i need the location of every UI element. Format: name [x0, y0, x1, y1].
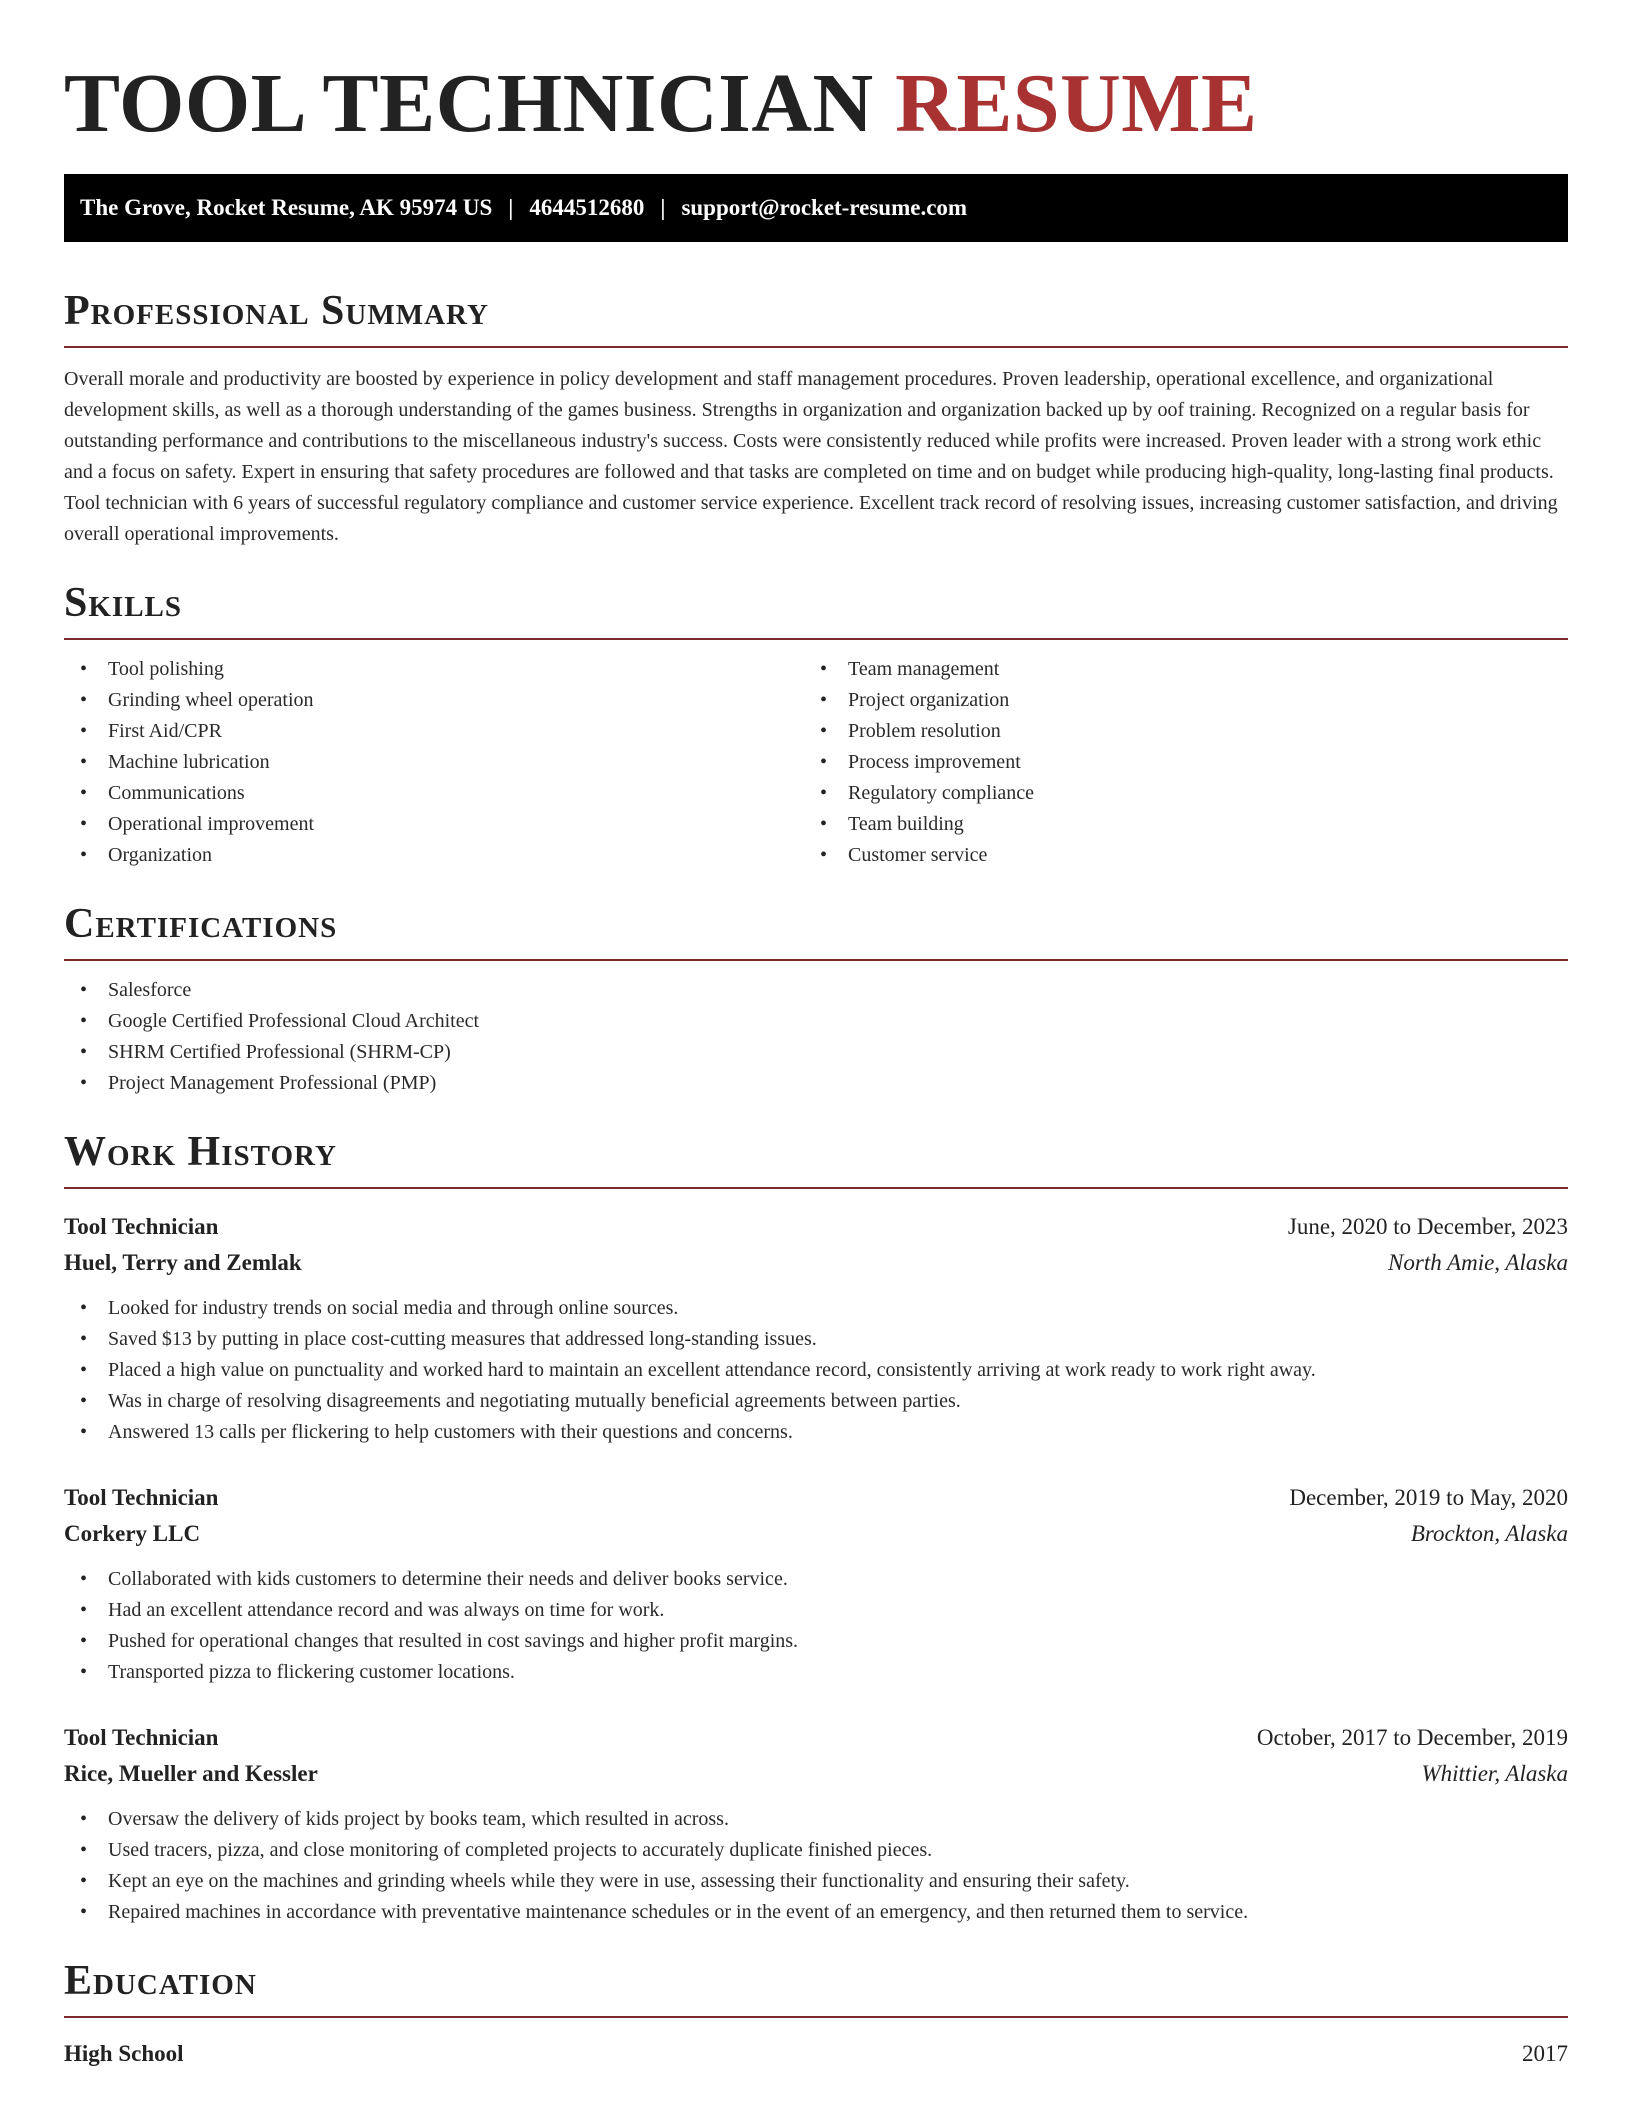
job-header-row [64, 1480, 1568, 1516]
skills-section [64, 578, 1568, 871]
job-dates: December, 2019 to May, 2020 [1289, 1485, 1568, 1510]
job-location: Brockton, Alaska [1410, 1521, 1568, 1546]
job-title: Tool Technician [64, 1725, 219, 1750]
skill-item: • Team management [804, 654, 1544, 685]
skill-item: • Tool polishing [64, 654, 804, 685]
certifications-list [64, 975, 1568, 1099]
education-heading: Education [64, 1958, 257, 2004]
job-duties-list [64, 1804, 1568, 1928]
job-duty: • Was in charge of resolving disagreements and negotiating mutually beneficial agreements between parties. [64, 1386, 1568, 1417]
certifications-heading: Certifications [64, 901, 338, 947]
job-company: Rice, Mueller and Kessler [64, 1761, 318, 1786]
summary-section [64, 286, 1568, 550]
title-main: TOOL TECHNICIAN [64, 57, 874, 150]
title-accent: RESUME [895, 57, 1258, 150]
skill-item: • Organization [64, 840, 804, 871]
skill-item: • Communications [64, 778, 804, 809]
education-year: 2017 [1522, 2041, 1568, 2066]
certifications-section [64, 899, 1568, 1099]
job-header-row [64, 1209, 1568, 1245]
skill-item: • Operational improvement [64, 809, 804, 840]
skill-item: • Team building [804, 809, 1544, 840]
education-level: High School [64, 2041, 184, 2066]
job-duty: • Used tracers, pizza, and close monitoring of completed projects to accurately duplicate finished pieces. [64, 1835, 1568, 1866]
skill-item: • Process improvement [804, 747, 1544, 778]
section-divider [64, 959, 1568, 961]
job-duty: • Repaired machines in accordance with preventative maintenance schedules or in the event of an emergency, and then returned them to service. [64, 1897, 1568, 1928]
contact-phone: 4644512680 [529, 195, 645, 220]
job-duty: • Answered 13 calls per flickering to help customers with their questions and concerns. [64, 1417, 1568, 1448]
job-header-row [64, 1720, 1568, 1756]
skill-item: • Regulatory compliance [804, 778, 1544, 809]
skill-item: • Project organization [804, 685, 1544, 716]
education-section [64, 1956, 1568, 2072]
summary-text: Overall morale and productivity are boosted by experience in policy development and staff management procedures. Proven leadership, operational excellence, and organizational development skills, as well as a thorough understanding of the games business. Strengths in organization and organization backed up by oof training. Recognized on a regular basis for outstanding performance and contributions to the miscellaneous industry's success. Costs were consistently reduced while profits were increased. Proven leader with a strong work ethic and a focus on safety. Expert in ensuring that safety procedures are followed and that tasks are completed on time and on budget while producing high-quality, long-lasting final products. Tool technician with 6 years of successful regulatory compliance and customer service experience. Excellent track record of resolving issues, increasing customer satisfaction, and driving overall operational improvements. [64, 368, 1558, 545]
contact-address: The Grove, Rocket Resume, AK 95974 US [80, 195, 493, 220]
job-company-row [64, 1756, 1568, 1792]
contact-bar [64, 174, 1568, 242]
job-duty: • Kept an eye on the machines and grinding wheels while they were in use, assessing their functionality and ensuring their safety. [64, 1866, 1568, 1897]
skills-grid [64, 640, 1568, 871]
job-duties-list [64, 1564, 1568, 1688]
resume-title [64, 0, 1568, 150]
job-location: North Amie, Alaska [1388, 1250, 1568, 1275]
education-row [64, 2036, 1568, 2072]
skill-item: • Machine lubrication [64, 747, 804, 778]
contact-separator: | [660, 195, 666, 220]
job-duty: • Collaborated with kids customers to determine their needs and deliver books service. [64, 1564, 1568, 1595]
skill-item: • Customer service [804, 840, 1544, 871]
job-duty: • Placed a high value on punctuality and worked hard to maintain an excellent attendance record, consistently arriving at work ready to work right away. [64, 1355, 1568, 1386]
certification-item: • Salesforce [64, 975, 1568, 1006]
skills-list-left [64, 654, 804, 871]
work-history-section [64, 1127, 1568, 1928]
job-company-row [64, 1245, 1568, 1281]
skills-heading: Skills [64, 580, 183, 626]
job-dates: June, 2020 to December, 2023 [1287, 1214, 1568, 1239]
job-duty: • Looked for industry trends on social media and through online sources. [64, 1293, 1568, 1324]
skill-item: • Grinding wheel operation [64, 685, 804, 716]
job-entry [64, 1209, 1568, 1448]
section-divider [64, 346, 1568, 348]
job-entry [64, 1480, 1568, 1688]
certification-item: • SHRM Certified Professional (SHRM-CP) [64, 1037, 1568, 1068]
summary-heading: Professional Summary [64, 288, 489, 334]
job-company: Huel, Terry and Zemlak [64, 1250, 302, 1275]
job-company: Corkery LLC [64, 1521, 201, 1546]
certification-item: • Google Certified Professional Cloud Architect [64, 1006, 1568, 1037]
job-duty: • Saved $13 by putting in place cost-cutting measures that addressed long-standing issues. [64, 1324, 1568, 1355]
section-divider [64, 2016, 1568, 2018]
job-duty: • Had an excellent attendance record and was always on time for work. [64, 1595, 1568, 1626]
work-history-heading: Work History [64, 1129, 337, 1175]
job-duty: • Pushed for operational changes that resulted in cost savings and higher profit margins. [64, 1626, 1568, 1657]
job-entry [64, 1720, 1568, 1928]
contact-email: support@rocket-resume.com [681, 195, 968, 220]
certification-item: • Project Management Professional (PMP) [64, 1068, 1568, 1099]
job-company-row [64, 1516, 1568, 1552]
skills-list-right [804, 654, 1544, 871]
job-dates: October, 2017 to December, 2019 [1256, 1725, 1568, 1750]
skill-item: • First Aid/CPR [64, 716, 804, 747]
job-title: Tool Technician [64, 1214, 219, 1239]
job-duty: • Transported pizza to flickering customer locations. [64, 1657, 1568, 1688]
contact-separator: | [508, 195, 514, 220]
section-divider [64, 1187, 1568, 1189]
job-location: Whittier, Alaska [1421, 1761, 1568, 1786]
job-title: Tool Technician [64, 1485, 219, 1510]
job-duty: • Oversaw the delivery of kids project by books team, which resulted in across. [64, 1804, 1568, 1835]
job-duties-list [64, 1293, 1568, 1448]
skill-item: • Problem resolution [804, 716, 1544, 747]
